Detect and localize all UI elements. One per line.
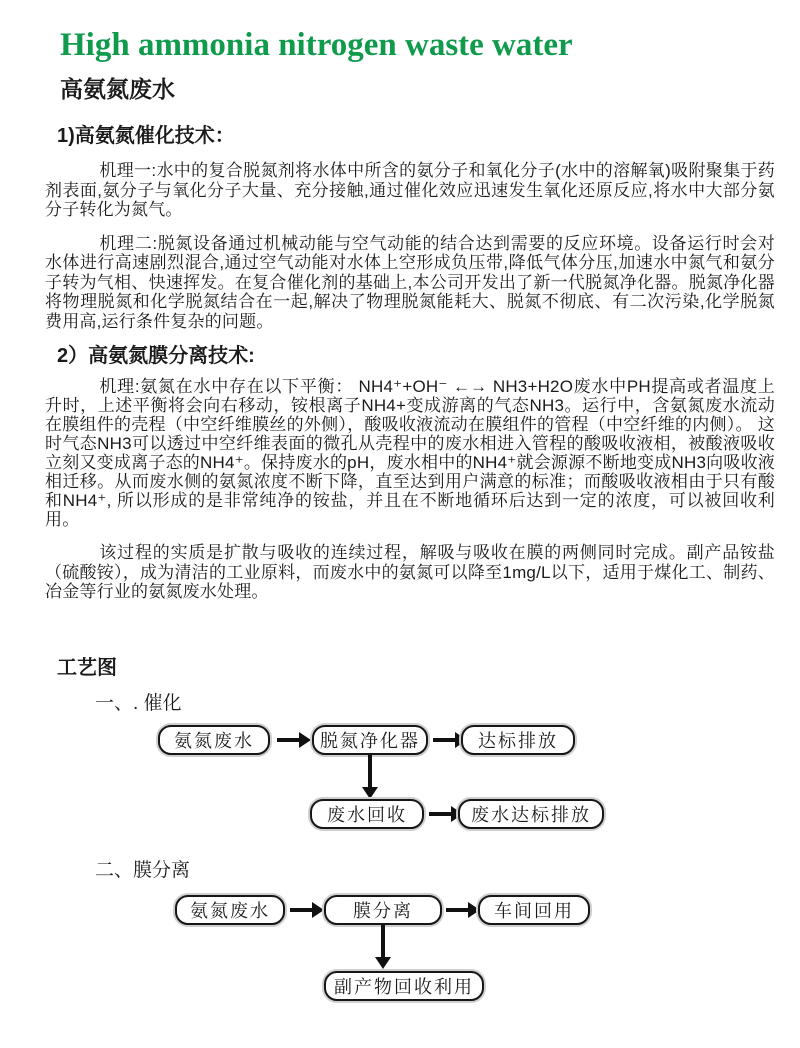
paragraph-membrane-mechanism: 机理:氨氮在水中存在以下平衡： NH4⁺+OH⁻ ←→ NH3+H2O废水中PH提高或者温度上升时，上述平衡将会向右移动，铵根离子NH4+变成游离的气态NH3。运行中，含氨氮废水流动在膜组件的壳程（中空纤维膜丝的外侧），酸吸收液流动在膜组件的管程（中空纤维的内侧）。 这时气态NH3可以透过中空纤维表面的微孔从壳程中的废水相进入管程的酸吸收液相，被酸液吸收立刻又变成离子态的NH4⁺。保持废水的pH，废水相中的NH4⁺就会源源不断地变成NH3向吸收液相迁移。从而废水侧的氨氮浓度不断下降，直至达到用户满意的标准；而酸吸收液相由于只有酸和NH4⁺, 所以形成的是非常纯净的铵盐，并且在不断地循环后达到一定的浓度，可以被回收利用。 bbox=[45, 377, 775, 529]
paragraph-mechanism-1: 机理一:水中的复合脱氮剂将水体中所含的氨分子和氧化分子(水中的溶解氧)吸附聚集于药剂表面,氨分子与氧化分子大量、充分接触,通过催化效应迅速发生氧化还原反应,将水中大部分氨分子转化为氮气。 bbox=[45, 161, 775, 219]
flow-diagram-membrane bbox=[0, 895, 800, 1001]
section2-heading: 2）高氨氮膜分离技术: bbox=[57, 345, 255, 367]
down-arrow-icon bbox=[375, 925, 391, 969]
paragraph-mechanism-2: 机理二:脱氮设备通过机械动能与空气动能的结合达到需要的反应环境。设备运行时会对水体进行高速剧烈混合,通过空气动能对水体上空形成负压带,降低气体分压,加速水中氮气和氨分子转为气相、快速挥发。在复合催化剂的基础上,本公司开发出了新一代脱氮净化器。脱氮净化器将物理脱氮和化学脱氮结合在一起,解决了物理脱氮能耗大、脱氮不彻底、有二次污染,化学脱氮费用高,运行条件复杂的问题。 bbox=[45, 233, 775, 331]
down-arrow-icon bbox=[362, 755, 378, 799]
page-title-chinese: 高氨氮废水 bbox=[60, 76, 175, 102]
flow-box-waste-water: 氨氮废水 bbox=[175, 895, 285, 925]
paragraph-membrane-summary: 该过程的实质是扩散与吸收的连续过程，解吸与吸收在膜的两侧同时完成。副产品铵盐（硫酸铵），成为清洁的工业原料，而废水中的氨氮可以降至1mg/L以下，适用于煤化工、制药、冶金等行业的氨氮废水处理。 bbox=[45, 543, 775, 601]
flow-box-standard-discharge: 达标排放 bbox=[461, 725, 575, 755]
flow-diagram-catalysis bbox=[0, 725, 800, 829]
flow-box-byproduct-recycling: 副产物回收利用 bbox=[324, 971, 484, 1001]
right-arrow-icon bbox=[446, 902, 480, 918]
flow2-title: 二、膜分离 bbox=[95, 859, 191, 881]
flow1-title: 一、. 催化 bbox=[95, 692, 182, 714]
flow-box-denitrification-purifier: 脱氮净化器 bbox=[312, 725, 428, 755]
flow-box-workshop-reuse: 车间回用 bbox=[478, 895, 590, 925]
right-arrow-icon bbox=[277, 732, 311, 748]
flow-box-wastewater-recovery: 废水回收 bbox=[310, 799, 424, 829]
section1-heading: 1)高氨氮催化技术： bbox=[57, 125, 235, 147]
flow-box-waste-water: 氨氮废水 bbox=[158, 725, 270, 755]
flow-box-wastewater-standard-discharge: 废水达标排放 bbox=[458, 799, 604, 829]
process-diagram-heading: 工艺图 bbox=[57, 656, 117, 679]
page-title-english: High ammonia nitrogen waste water bbox=[60, 27, 573, 63]
right-arrow-icon bbox=[290, 902, 324, 918]
flow-box-membrane-separation: 膜分离 bbox=[324, 895, 442, 925]
